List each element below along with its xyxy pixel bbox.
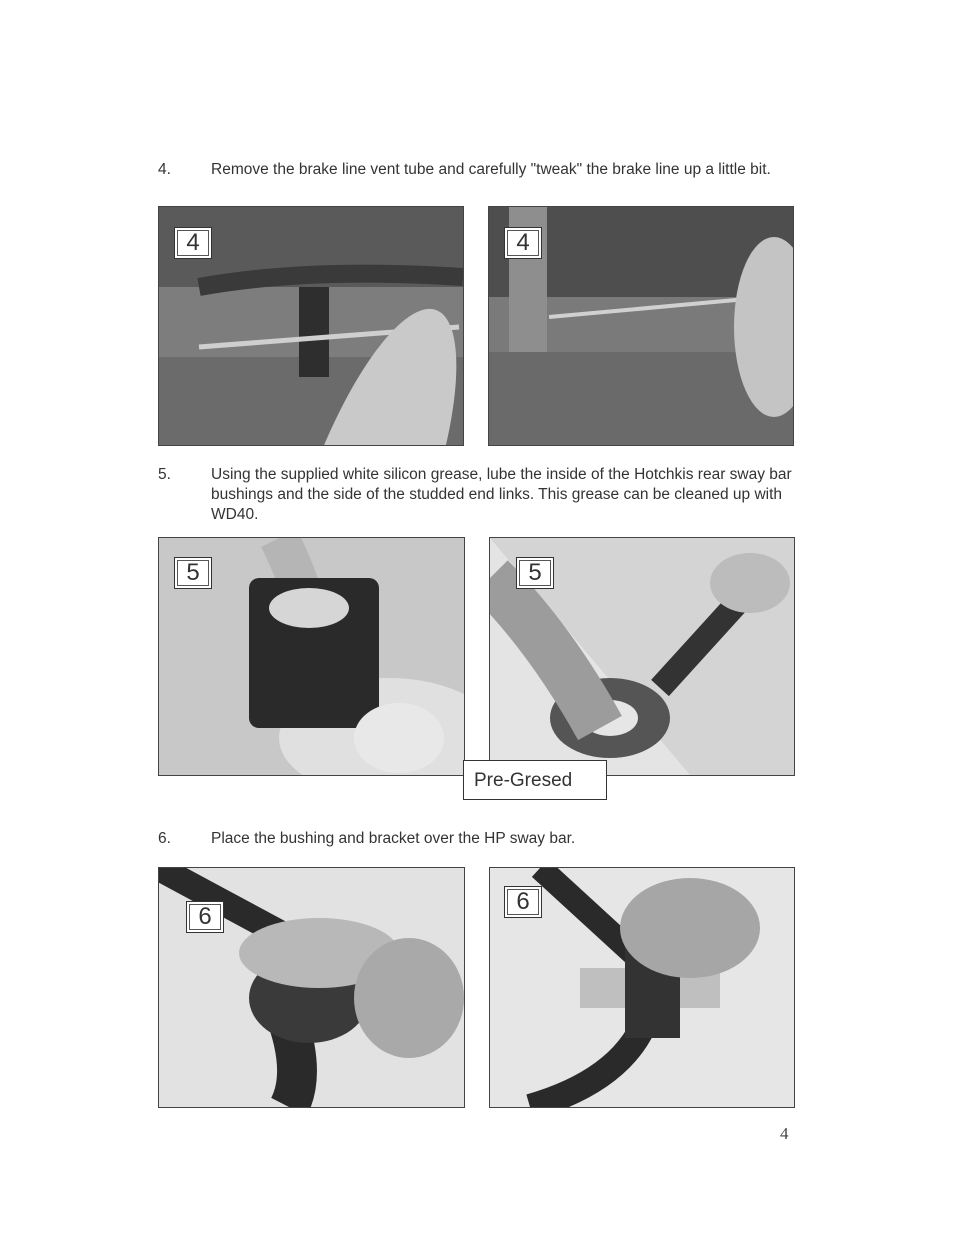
step-number: 4. — [158, 161, 171, 178]
step-6 — [158, 829, 798, 849]
step-text: Remove the brake line vent tube and carefully "tweak" the brake line up a little bit. — [211, 161, 771, 178]
step-number: 5. — [158, 466, 171, 483]
photo-bushing-grease-left — [158, 537, 465, 776]
photo-brake-line-left — [158, 206, 464, 446]
photo-sway-bar-right — [489, 867, 795, 1108]
step-badge: 6 — [504, 886, 542, 918]
photo-caption: Pre-Gresed — [463, 760, 607, 800]
photo-sway-bar-left — [158, 867, 465, 1108]
step-badge: 6 — [186, 901, 224, 933]
step-badge: 5 — [174, 557, 212, 589]
step-text: Using the supplied white silicon grease, lube the inside of the Hotchkis rear sway bar bushings and the side of the studded end links. This grease can be cleaned up with WD40. — [211, 466, 792, 523]
page-number: 4 — [780, 1124, 789, 1143]
step-5 — [158, 465, 798, 525]
photo-bushing-grease-right — [489, 537, 795, 776]
step-4 — [158, 160, 798, 180]
step-badge: 5 — [516, 557, 554, 589]
step-badge: 4 — [174, 227, 212, 259]
step-number: 6. — [158, 830, 171, 847]
photo-brake-line-right — [488, 206, 794, 446]
step-badge: 4 — [504, 227, 542, 259]
step-text: Place the bushing and bracket over the HP sway bar. — [211, 830, 576, 847]
